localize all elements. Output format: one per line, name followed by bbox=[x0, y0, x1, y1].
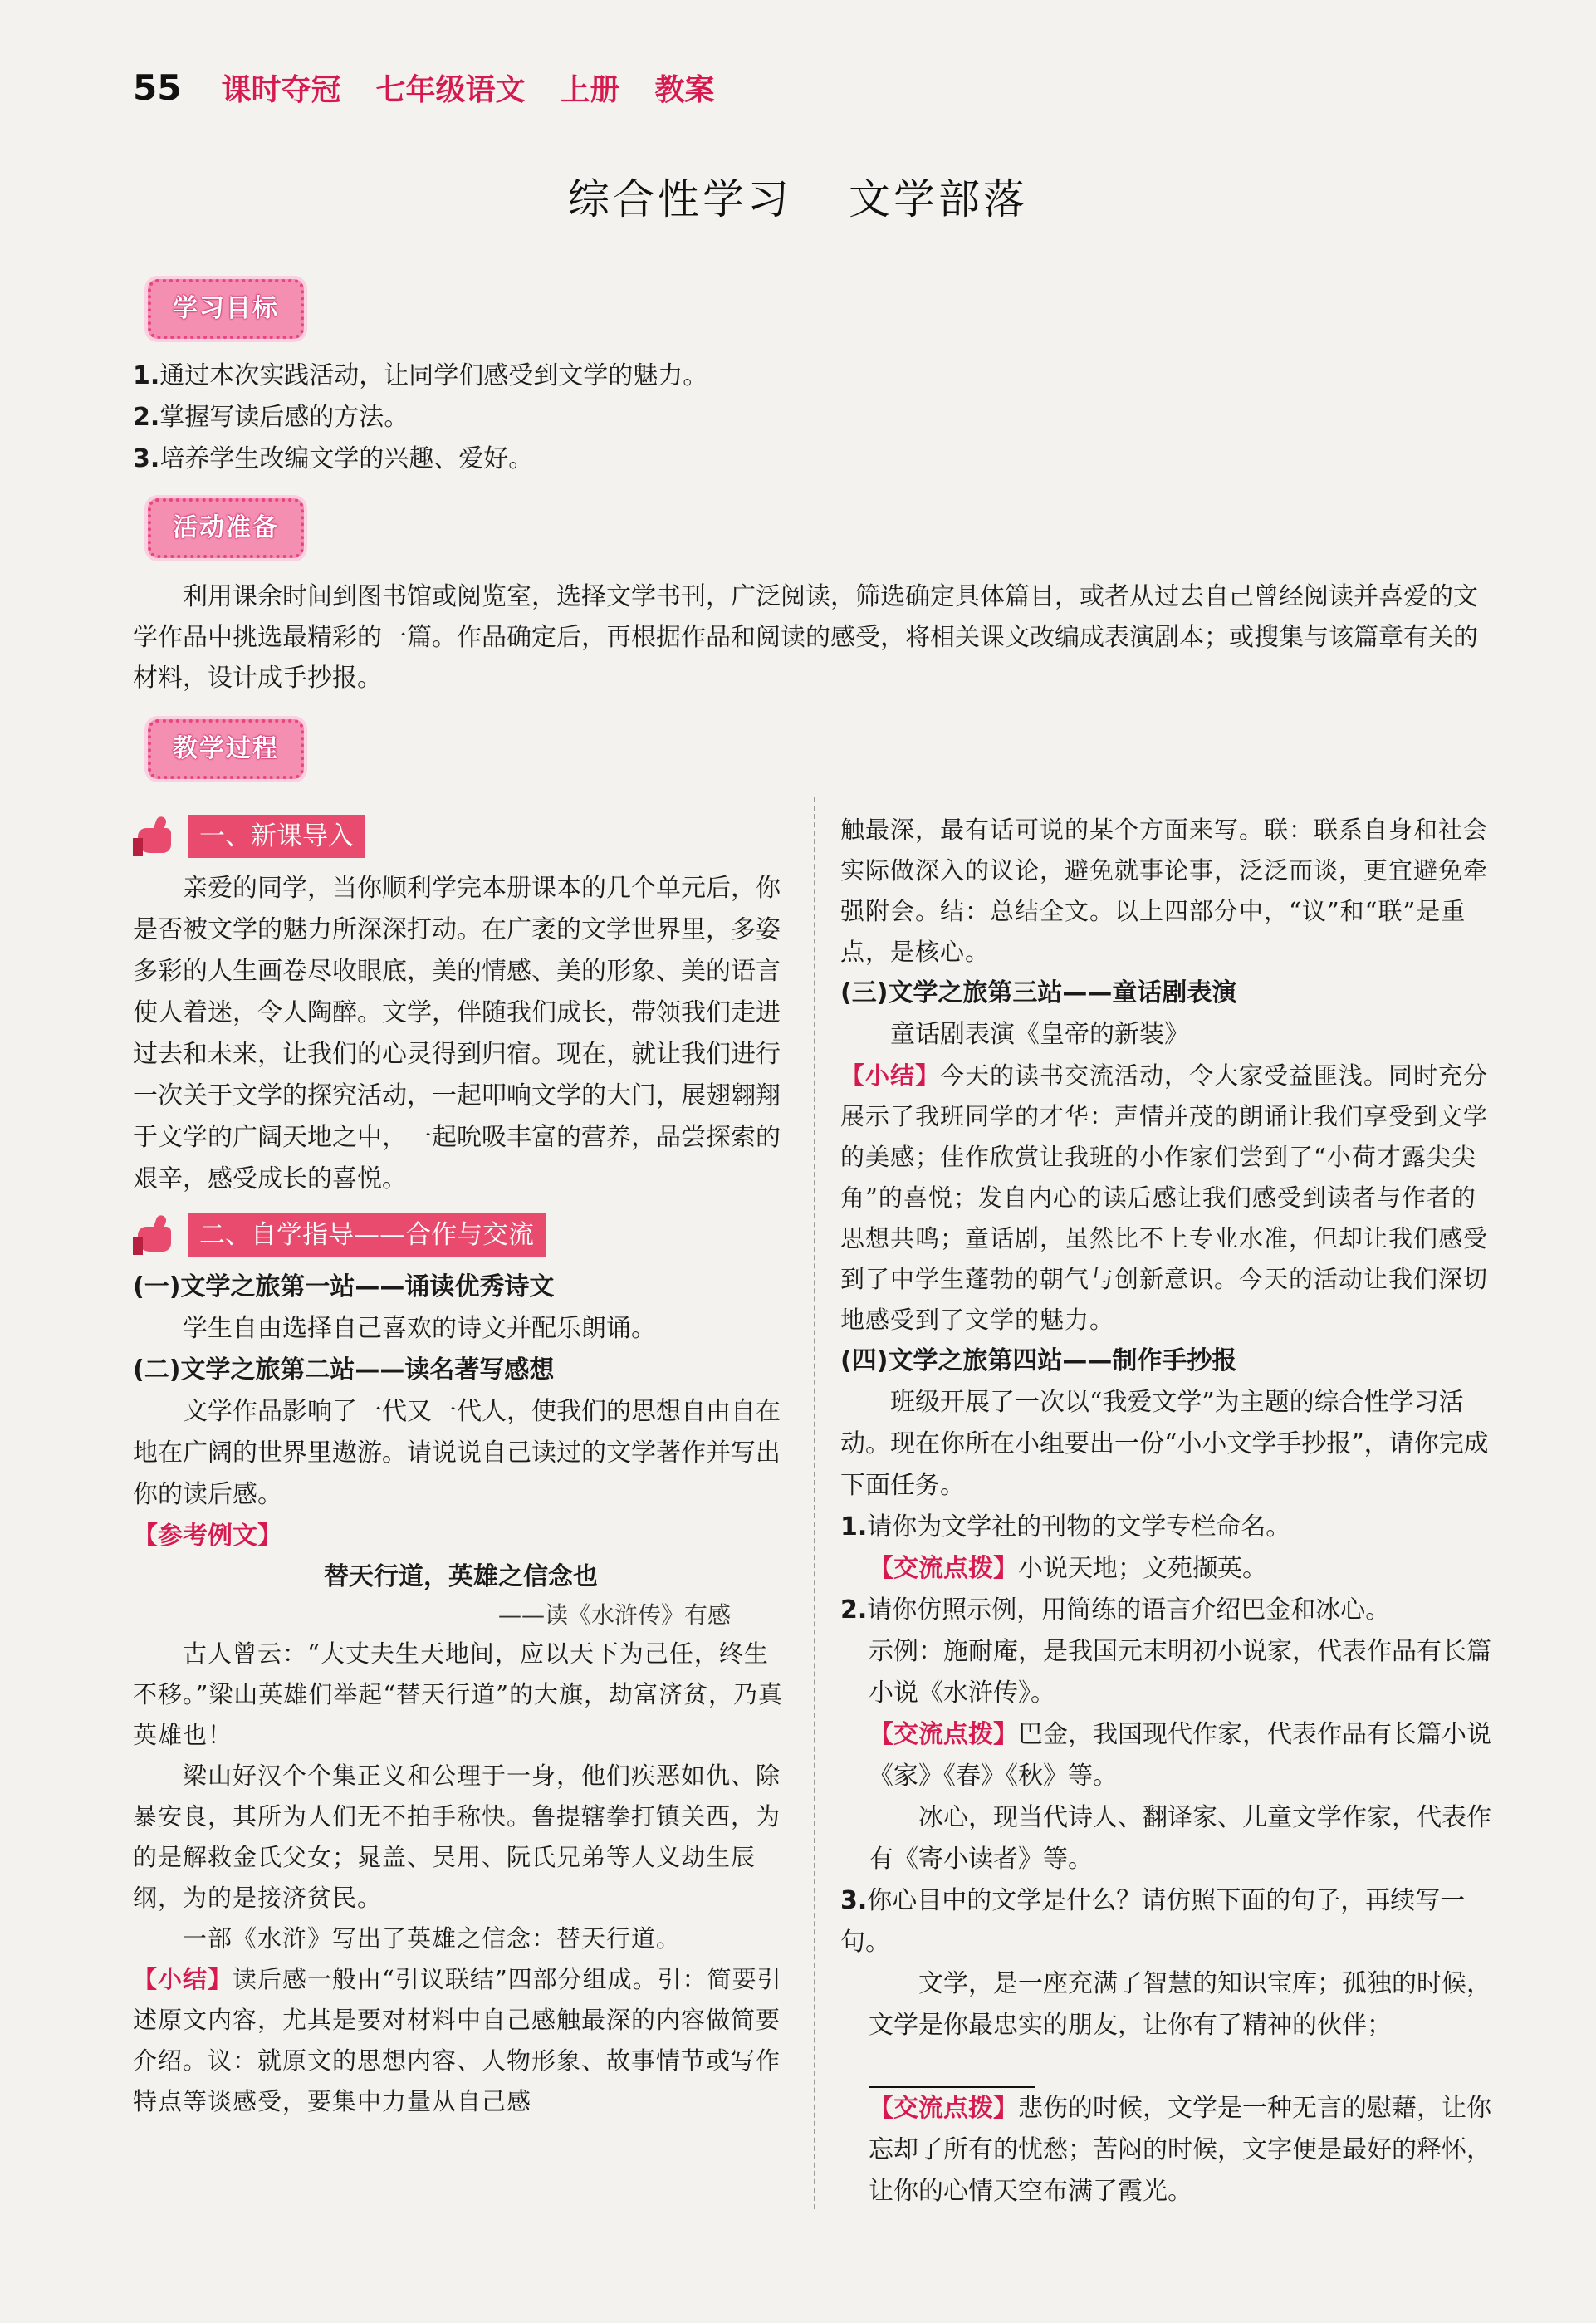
answer-2: 【交流点拨】巴金，我国现代作家，代表作品有长篇小说《家》《春》《秋》等。 bbox=[869, 1720, 1491, 1791]
stop4-title: (四)文学之旅第四站——制作手抄报 bbox=[840, 1346, 1237, 1375]
example-tag: 【参考例文】 bbox=[133, 1522, 282, 1551]
summary2-tag: 【小结】 bbox=[840, 1061, 941, 1090]
essay-title: 替天行道，英雄之信念也 bbox=[324, 1562, 598, 1591]
stop3-text: 童话剧表演《皇帝的新装》 bbox=[890, 1020, 1189, 1049]
section-title: 二、自学指导——合作与交流 bbox=[188, 1213, 546, 1257]
header-volume: 上册 bbox=[560, 73, 620, 107]
summary2-text: 今天的读书交流活动，令大家受益匪浅。同时充分展示了我班同学的才华：声情并茂的朗诵让我们享受到文学的美感；佳作欣赏让我班的小作家们尝到了“小荷才露尖尖角”的喜悦；发自内心的读后感让我们感受到读者与作者的思想共鸣；童话剧，虽然比不上专业水准，但却让我们感受到了中学生蓬勃的朝气与创新意识。今天的活动让我们深切地感受到了文学的魅力。 bbox=[840, 1061, 1489, 1334]
question-2: 2.请你仿照示例，用简练的语言介绍巴金和冰心。 bbox=[840, 1595, 1391, 1625]
goal-item: 3.培养学生改编文学的兴趣、爱好。 bbox=[133, 444, 534, 473]
title-part1: 综合性学习 bbox=[568, 175, 792, 223]
stop2-title: (二)文学之旅第二站——读名著写感想 bbox=[133, 1355, 555, 1384]
question-3: 3.你心目中的文学是什么？请仿照下面的句子，再续写一句。 bbox=[840, 1886, 1466, 1957]
section-heading-guide bbox=[133, 1212, 789, 1258]
stop1-title: (一)文学之旅第一站——诵读优秀诗文 bbox=[133, 1272, 555, 1301]
essay-paragraph: 梁山好汉个个集正义和公理于一身，他们疾恶如仇、除暴安良，其所为人们无不拍手称快。鲁提辖拳打镇关西，为的是解救金氏父女；晁盖、吴用、阮氏兄弟等人义劫生辰纲，为的是接济贫民。 bbox=[133, 1762, 781, 1912]
question-2-example: 示例：施耐庵，是我国元末明初小说家，代表作品有长篇小说《水浒传》。 bbox=[869, 1637, 1491, 1708]
summary-text: 读后感一般由“引议联结”四部分组成。引：简要引述原文内容，尤其是要对材料中自己感触最深的内容做简要介绍。议：就原文的思想内容、人物形象、故事情节或写作特点等谈感受，要集中力量从自己感 bbox=[133, 1965, 782, 2115]
column-divider bbox=[814, 797, 815, 2209]
prep-paragraph: 利用课余时间到图书馆或阅览室，选择文学书刊，广泛阅读，筛选确定具体篇目，或者从过去自己曾经阅读并喜爱的文学作品中挑选最精彩的一篇。作品确定后，再根据作品和阅读的感受，将相关课文改编成表演剧本；或搜集与该篇章有关的材料，设计成手抄报。 bbox=[133, 582, 1478, 693]
summary-tag: 【小结】 bbox=[133, 1965, 233, 1993]
intro-paragraph: 亲爱的同学，当你顺利学完本册课本的几个单元后，你是否被文学的魅力所深深打动。在广袤的文学世界里，多姿多彩的人生画卷尽收眼底，美的情感、美的形象、美的语言使人着迷，令人陶醉。文学，伴随我们成长，带领我们走进过去和未来，让我们的心灵得到归宿。现在，就让我们进行一次关于文学的探究活动，一起叩响文学的大门，展翅翱翔于文学的广阔天地之中，一起吮吸丰富的营养，品尝探索的艰辛，感受成长的喜悦。 bbox=[133, 874, 781, 1193]
prep-badge: 活动准备 bbox=[148, 498, 304, 558]
goals-list bbox=[133, 355, 1495, 480]
section-heading-intro bbox=[133, 813, 789, 860]
page-header bbox=[133, 66, 728, 109]
section-title: 一、新课导入 bbox=[188, 815, 365, 858]
title-part2: 文学部落 bbox=[849, 175, 1028, 223]
header-grade-subject: 七年级语文 bbox=[375, 73, 526, 107]
answer-blank bbox=[869, 2058, 1035, 2088]
question-3-sentence: 文学，是一座充满了智慧的知识宝库；孤独的时候，文学是你最忠实的朋友，让你有了精神的伙伴； bbox=[840, 1963, 1496, 2088]
question-1: 1.请你为文学社的刊物的文学专栏命名。 bbox=[840, 1512, 1291, 1541]
essay-subtitle: ——读《水浒传》有感 bbox=[497, 1601, 731, 1629]
stop3-title: (三)文学之旅第三站——童话剧表演 bbox=[840, 978, 1237, 1007]
summary-continued: 触最深，最有话可说的某个方面来写。联：联系自身和社会实际做深入的议论，避免就事论事，泛泛而谈，更宜避免牵强附会。结：总结全文。以上四部分中，“议”和“联”是重点，是核心。 bbox=[840, 816, 1489, 966]
answer-3: 【交流点拨】悲伤的时候，文学是一种无言的慰藉，让你忘却了所有的忧愁；苦闷的时候，文字便是最好的释怀，让你的心情天空布满了霞光。 bbox=[869, 2094, 1491, 2206]
summary2-block bbox=[840, 1056, 1496, 1340]
left-column bbox=[133, 810, 789, 2122]
process-badge: 教学过程 bbox=[148, 719, 304, 779]
goals-badge: 学习目标 bbox=[148, 279, 304, 339]
essay-paragraph: 一部《水浒》写出了英雄之信念：替天行道。 bbox=[183, 1924, 682, 1953]
stop1-text: 学生自由选择自己喜欢的诗文并配乐朗诵。 bbox=[183, 1314, 656, 1343]
page-title bbox=[0, 166, 1596, 226]
pointing-hand-icon bbox=[133, 813, 184, 860]
goal-item: 2.掌握写读后感的方法。 bbox=[133, 403, 409, 432]
stop2-text: 文学作品影响了一代又一代人，使我们的思想自由自在地在广阔的世界里遨游。请说说自己读过的文学著作并写出你的读后感。 bbox=[133, 1397, 781, 1509]
page-number: 55 bbox=[133, 67, 182, 108]
summary-block bbox=[133, 1959, 789, 2122]
stop4-text: 班级开展了一次以“我爱文学”为主题的综合性学习活动。现在你所在小组要出一份“小小文学手抄报”，请你完成下面任务。 bbox=[840, 1388, 1489, 1500]
essay-paragraph: 古人曾云：“大丈夫生天地间，应以天下为己任，终生不移。”梁山英雄们举起“替天行道”的大旗，劫富济贫，乃真英雄也！ bbox=[133, 1639, 783, 1749]
header-book-series: 课时夺冠 bbox=[221, 73, 341, 107]
answer-2-cont: 冰心，现当代诗人、翻译家、儿童文学作家，代表作有《寄小读者》等。 bbox=[869, 1803, 1491, 1874]
goal-item: 1.通过本次实践活动，让同学们感受到文学的魅力。 bbox=[133, 361, 708, 390]
answer-1: 【交流点拨】小说天地；文苑撷英。 bbox=[869, 1554, 1267, 1583]
header-doc-type: 教案 bbox=[654, 73, 715, 107]
right-column bbox=[840, 810, 1496, 2213]
pointing-hand-icon bbox=[133, 1212, 184, 1258]
